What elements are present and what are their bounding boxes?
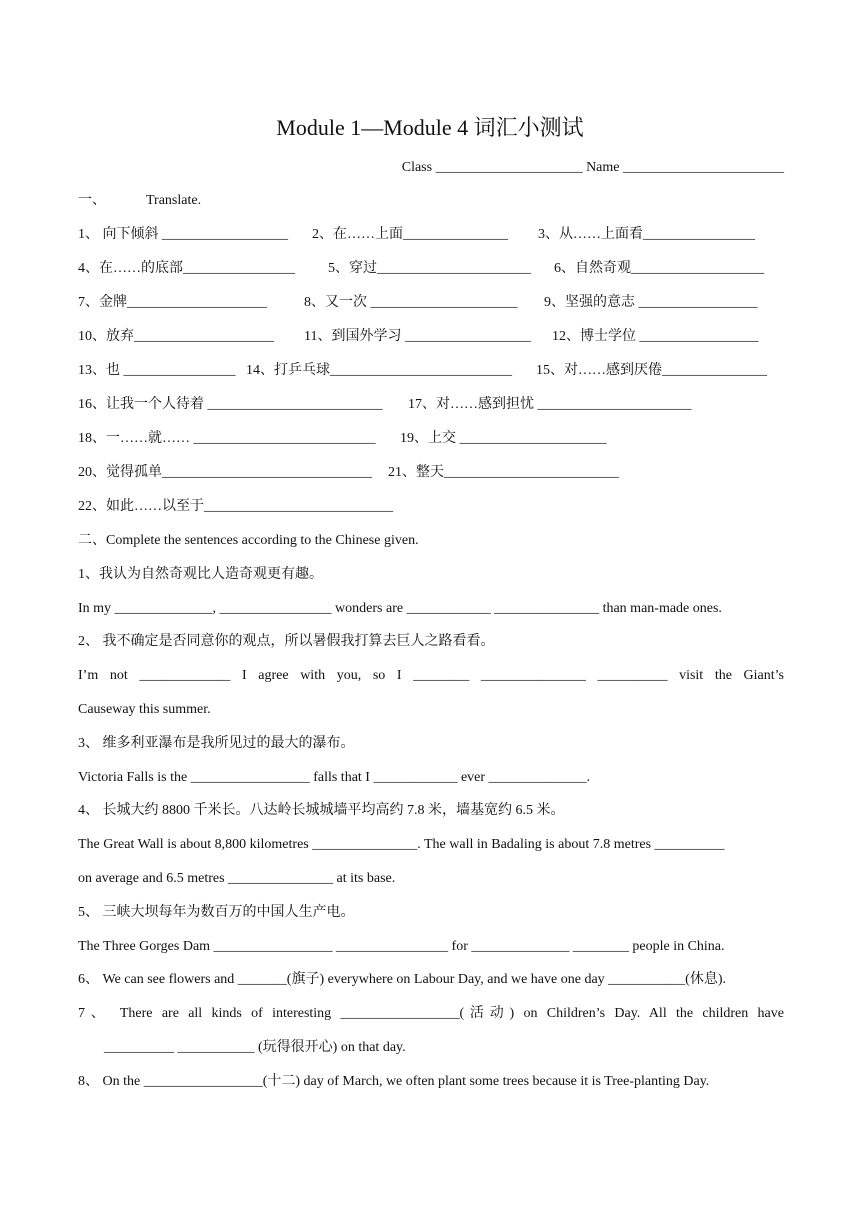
translate-item-1: 1、 向下倾斜 __________________ — [78, 227, 288, 242]
translate-item-12: 12、博士学位 _________________ — [552, 329, 759, 344]
sentence-4-chinese: 4、 长城大约 8800 千米长。八达岭长城城墙平均高约 7.8 米，墙基宽约 6.5 米。 — [78, 803, 565, 818]
translate-item-9: 9、坚强的意志 _________________ — [544, 295, 758, 310]
section1-heading-text: Translate. — [146, 193, 202, 208]
sentence-7-cont: __________ ___________ (玩得很开心) on that day. — [104, 1040, 406, 1055]
section1-heading — [78, 191, 784, 211]
sentence-2-chinese: 2、 我不确定是否同意你的观点，所以暑假我打算去巨人之路看看。 — [78, 634, 495, 649]
section1-heading-num: 一、 — [78, 193, 106, 208]
translate-item-17: 17、对……感到担忧 ______________________ — [408, 397, 692, 412]
sentence-4-english: The Great Wall is about 8,800 kilometres _______________. The wall in Badaling is about 7.8 metres __________ — [78, 837, 725, 852]
translate-item-20: 20、觉得孤单______________________________ — [78, 465, 372, 480]
translate-item-7: 7、金牌____________________ — [78, 295, 267, 310]
translate-item-10: 10、放弃____________________ — [78, 329, 274, 344]
sentence-5-english: The Three Gorges Dam _________________ ________________ for ______________ ________ people in China. — [78, 939, 725, 954]
translate-item-18: 18、一……就…… __________________________ — [78, 431, 376, 446]
translate-item-5: 5、穿过______________________ — [328, 261, 531, 276]
sentence-2-english-cont: Causeway this summer. — [78, 702, 211, 717]
translate-item-22: 22、如此……以至于___________________________ — [78, 499, 393, 514]
translate-item-14: 14、打乒乓球__________________________ — [246, 363, 512, 378]
sentence-2-english: I’m not _____________ I agree with you, so I ________ _______________ __________ visit the Giant’s — [78, 668, 784, 683]
translate-item-6: 6、自然奇观___________________ — [554, 261, 764, 276]
sentence-3-chinese: 3、 维多利亚瀑布是我所见过的最大的瀑布。 — [78, 736, 355, 751]
sentence-8: 8、 On the _________________(十二) day of March, we often plant some trees because it is Tree-planting Day. — [78, 1074, 710, 1089]
sentence-6: 6、 We can see flowers and _______(旗子) everywhere on Labour Day, and we have one day ___________(休息). — [78, 972, 726, 987]
translate-item-11: 11、到国外学习 __________________ — [304, 329, 531, 344]
translate-item-21: 21、整天_________________________ — [388, 465, 619, 480]
section2-heading: 二、Complete the sentences according to the Chinese given. — [78, 533, 419, 548]
sentence-1-chinese: 1、我认为自然奇观比人造奇观更有趣。 — [78, 567, 323, 582]
translate-item-19: 19、上交 _____________________ — [400, 431, 607, 446]
page-title: Module 1—Module 4 词汇小测试 — [276, 115, 584, 140]
sentence-7: 7、 There are all kinds of interesting _________________(活动) on Children’s Day. All the children have — [78, 1006, 784, 1021]
translate-item-13: 13、也 ________________ — [78, 363, 236, 378]
translate-item-4: 4、在……的底部________________ — [78, 261, 295, 276]
sentence-3-english: Victoria Falls is the _________________ falls that I ____________ ever ______________. — [78, 770, 591, 785]
sentence-5-chinese: 5、 三峡大坝每年为数百万的中国人生产电。 — [78, 905, 355, 920]
translate-item-15: 15、对……感到厌倦_______________ — [536, 363, 767, 378]
translate-item-8: 8、又一次 _____________________ — [304, 295, 518, 310]
class-name-fields: Class _____________________ Name _______________________ — [401, 160, 784, 175]
sentence-4-english-cont: on average and 6.5 metres _______________ at its base. — [78, 871, 396, 886]
translate-item-3: 3、从……上面看________________ — [538, 227, 755, 242]
translate-item-2: 2、在……上面_______________ — [312, 227, 508, 242]
translate-item-16: 16、让我一个人待着 _________________________ — [78, 397, 383, 412]
sentence-1-english: In my ______________, ________________ wonders are ____________ _______________ than man-made ones. — [78, 601, 722, 616]
